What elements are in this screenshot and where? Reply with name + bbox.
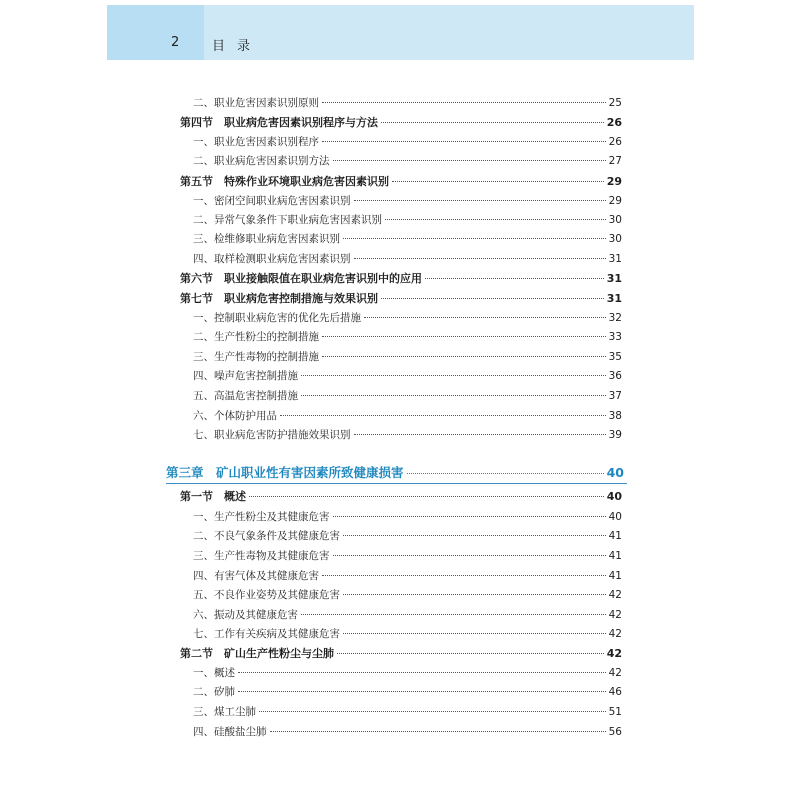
toc-entry-label: 三、检维修职业病危害因素识别 — [193, 233, 340, 245]
dot-leader — [337, 653, 604, 654]
toc-item — [193, 135, 622, 149]
toc-entry-label: 第三章 矿山职业性有害因素所致健康损害 — [166, 465, 404, 480]
dot-leader — [354, 434, 606, 435]
dot-leader — [322, 336, 606, 337]
dot-leader — [381, 298, 604, 299]
toc-entry-label: 三、煤工尘肺 — [193, 706, 256, 718]
dot-leader — [364, 317, 606, 318]
toc-entry-page: 25 — [608, 97, 622, 109]
toc-entry-page: 30 — [608, 214, 622, 226]
toc-item — [193, 428, 622, 442]
toc-entry-label: 六、振动及其健康危害 — [193, 609, 298, 621]
toc-item — [193, 705, 622, 719]
toc-entry-page: 36 — [608, 370, 622, 382]
toc-item — [193, 608, 622, 622]
toc-entry-label: 第六节 职业接触限值在职业病危害识别中的应用 — [180, 272, 422, 285]
toc-item — [193, 389, 622, 403]
toc-entry-page: 40 — [608, 511, 622, 523]
toc-entry-page: 30 — [608, 233, 622, 245]
dot-leader — [322, 356, 606, 357]
toc-section — [180, 647, 622, 661]
toc-entry-page: 42 — [608, 609, 622, 621]
toc-entry-page: 26 — [606, 116, 622, 129]
toc-entry-label: 一、职业危害因素识别程序 — [193, 136, 319, 148]
toc-entry-page: 31 — [608, 253, 622, 265]
toc-section — [180, 272, 622, 286]
toc-entry-label: 二、矽肺 — [193, 686, 235, 698]
toc-item — [193, 232, 622, 246]
toc-entry-page: 37 — [608, 390, 622, 402]
dot-leader — [322, 141, 606, 142]
toc-entry-page: 56 — [608, 726, 622, 738]
toc-item — [193, 409, 622, 423]
toc-entry-page: 40 — [606, 490, 622, 503]
toc-entry-page: 51 — [608, 706, 622, 718]
dot-leader — [343, 535, 606, 536]
toc-item — [193, 510, 622, 524]
toc-section — [180, 490, 622, 504]
toc-entry-label: 第四节 职业病危害因素识别程序与方法 — [180, 116, 378, 129]
toc-entry-label: 六、个体防护用品 — [193, 410, 277, 422]
toc-entry-label: 一、密闭空间职业病危害因素识别 — [193, 195, 351, 207]
toc-entry-page: 38 — [608, 410, 622, 422]
toc-entry-page: 29 — [606, 175, 622, 188]
toc-section — [180, 175, 622, 189]
toc-entry-page: 29 — [608, 195, 622, 207]
toc-item — [193, 350, 622, 364]
dot-leader — [280, 415, 606, 416]
toc-entry-label: 二、异常气象条件下职业病危害因素识别 — [193, 214, 382, 226]
toc-entry-label: 一、控制职业病危害的优化先后措施 — [193, 312, 361, 324]
toc-item — [193, 154, 622, 168]
toc-item — [193, 330, 622, 344]
toc-entry-label: 七、工作有关疾病及其健康危害 — [193, 628, 340, 640]
toc-entry-label: 第七节 职业病危害控制措施与效果识别 — [180, 292, 378, 305]
toc-item — [193, 588, 622, 602]
dot-leader — [354, 258, 606, 259]
toc-entry-label: 五、高温危害控制措施 — [193, 390, 298, 402]
dot-leader — [343, 594, 606, 595]
toc-item — [193, 666, 622, 680]
toc-entry-label: 三、生产性毒物及其健康危害 — [193, 550, 330, 562]
toc-entry-page: 31 — [606, 292, 622, 305]
dot-leader — [343, 633, 606, 634]
toc-entry-label: 一、概述 — [193, 667, 235, 679]
toc-section — [180, 292, 622, 306]
toc-entry-page: 42 — [608, 589, 622, 601]
dot-leader — [259, 711, 606, 712]
dot-leader — [301, 375, 606, 376]
toc-entry-page: 42 — [608, 667, 622, 679]
dot-leader — [301, 614, 606, 615]
toc-entry-label: 四、硅酸盐尘肺 — [193, 726, 267, 738]
toc-item — [193, 311, 622, 325]
dot-leader — [381, 122, 604, 123]
dot-leader — [270, 731, 606, 732]
dot-leader — [385, 219, 606, 220]
dot-leader — [407, 473, 604, 474]
toc-entry-label: 七、职业病危害防护措施效果识别 — [193, 429, 351, 441]
toc-entry-label: 第二节 矿山生产性粉尘与尘肺 — [180, 647, 334, 660]
dot-leader — [238, 672, 606, 673]
dot-leader — [392, 181, 604, 182]
toc-entry-page: 41 — [608, 530, 622, 542]
toc-item — [193, 96, 622, 110]
toc-entry-label: 第五节 特殊作业环境职业病危害因素识别 — [180, 175, 389, 188]
toc-entry-label: 二、职业危害因素识别原则 — [193, 97, 319, 109]
toc-entry-label: 五、不良作业姿势及其健康危害 — [193, 589, 340, 601]
toc-entry-page: 41 — [608, 550, 622, 562]
toc-item — [193, 529, 622, 543]
toc-entry-page: 41 — [608, 570, 622, 582]
toc-entry-label: 第一节 概述 — [180, 490, 246, 503]
toc-item — [193, 569, 622, 583]
dot-leader — [333, 555, 606, 556]
toc-entry-page: 27 — [608, 155, 622, 167]
page-number: 2 — [171, 35, 180, 50]
toc-item — [193, 369, 622, 383]
toc-entry-page: 33 — [608, 331, 622, 343]
toc-entry-page: 32 — [608, 312, 622, 324]
toc-item — [193, 685, 622, 699]
toc-entry-label: 四、取样检测职业病危害因素识别 — [193, 253, 351, 265]
toc-chapter — [166, 466, 624, 480]
dot-leader — [249, 496, 604, 497]
dot-leader — [354, 200, 606, 201]
dot-leader — [333, 516, 606, 517]
toc-entry-label: 二、职业病危害因素识别方法 — [193, 155, 330, 167]
dot-leader — [343, 238, 606, 239]
toc-entry-page: 46 — [608, 686, 622, 698]
toc-entry-page: 31 — [606, 272, 622, 285]
dot-leader — [322, 575, 606, 576]
toc-item — [193, 213, 622, 227]
toc-entry-label: 四、噪声危害控制措施 — [193, 370, 298, 382]
toc-entry-label: 二、生产性粉尘的控制措施 — [193, 331, 319, 343]
toc-entry-page: 42 — [608, 628, 622, 640]
toc-entry-label: 一、生产性粉尘及其健康危害 — [193, 511, 330, 523]
toc-section — [180, 116, 622, 130]
toc-entry-label: 四、有害气体及其健康危害 — [193, 570, 319, 582]
toc-item — [193, 252, 622, 266]
toc-entry-label: 三、生产性毒物的控制措施 — [193, 351, 319, 363]
chapter-divider — [166, 483, 627, 484]
dot-leader — [333, 160, 606, 161]
toc-entry-label: 二、不良气象条件及其健康危害 — [193, 530, 340, 542]
toc-entry-page: 35 — [608, 351, 622, 363]
toc-entry-page: 26 — [608, 136, 622, 148]
toc-item — [193, 725, 622, 739]
toc-item — [193, 549, 622, 563]
header-title: 目录 — [212, 39, 263, 54]
toc-entry-page: 42 — [606, 647, 622, 660]
dot-leader — [425, 278, 604, 279]
dot-leader — [238, 691, 606, 692]
dot-leader — [322, 102, 606, 103]
toc-item — [193, 194, 622, 208]
toc-item — [193, 627, 622, 641]
dot-leader — [301, 395, 606, 396]
toc-entry-page: 40 — [606, 465, 624, 480]
toc-entry-page: 39 — [608, 429, 622, 441]
